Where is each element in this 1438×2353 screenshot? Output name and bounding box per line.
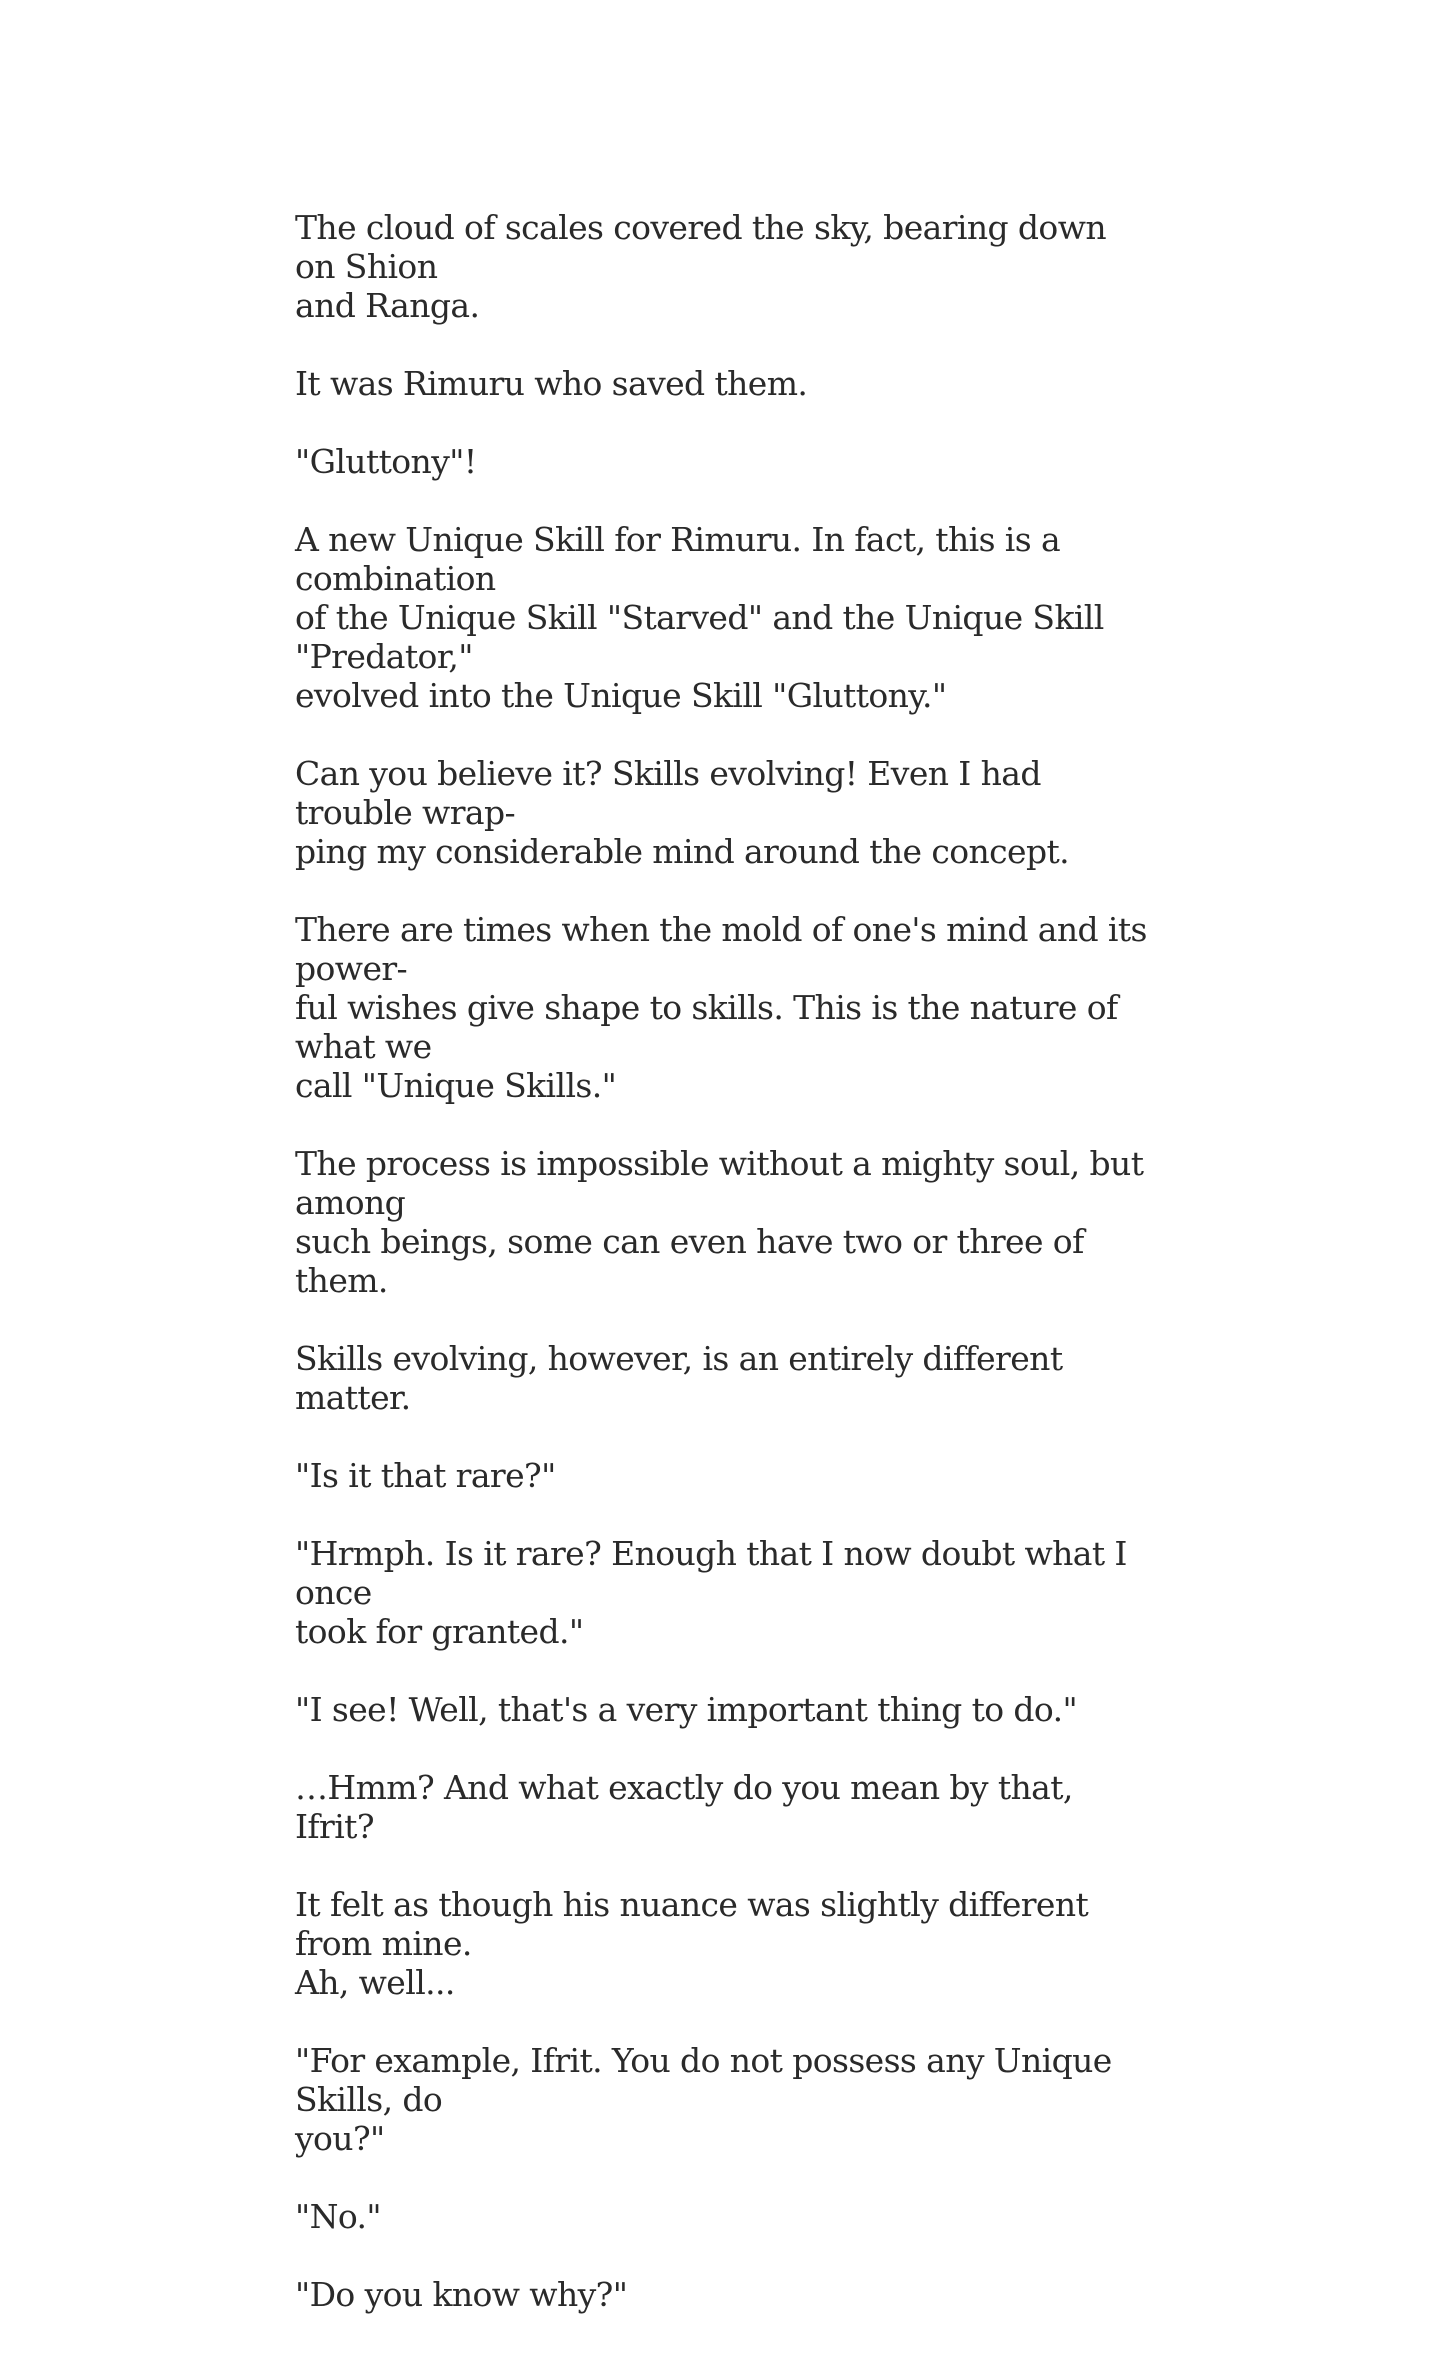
paragraph: A new Unique Skill for Rimuru. In fact, this is a combination of the Unique Skill "Starved" and the Unique Skill "Predator," evolved into the Unique Skill "Gluttony." [295,520,1104,715]
paragraph: "No." [295,2197,382,2236]
paragraph: …Hmm? And what exactly do you mean by that, Ifrit? [295,1768,1073,1846]
paragraph: "Is it that rare?" [295,1456,556,1495]
paragraph: Skills evolving, however, is an entirely different matter. [295,1339,1063,1417]
paragraph: The process is impossible without a mighty soul, but among such beings, some can even have two or three of them. [295,1144,1144,1300]
paragraph: There are times when the mold of one's mind and its power- ful wishes give shape to skills. This is the nature of what we call "Unique Skills." [295,910,1147,1105]
paragraph: "For example, Ifrit. You do not possess any Unique Skills, do you?" [295,2041,1112,2158]
paragraph: "Do you know why?" [295,2275,628,2314]
page-text [295,208,1155,2353]
paragraph: "Gluttony"! [295,442,477,481]
paragraph: The cloud of scales covered the sky, bearing down on Shion and Ranga. [295,208,1106,325]
paragraph: "I see! Well, that's a very important thing to do." [295,1690,1078,1729]
paragraph: It felt as though his nuance was slightly different from mine. Ah, well... [295,1885,1089,2002]
paragraph: Can you believe it? Skills evolving! Even I had trouble wrap- ping my considerable mind around the concept. [295,754,1070,871]
paragraph: "Hrmph. Is it rare? Enough that I now doubt what I once took for granted." [295,1534,1127,1651]
paragraph: It was Rimuru who saved them. [295,364,808,403]
